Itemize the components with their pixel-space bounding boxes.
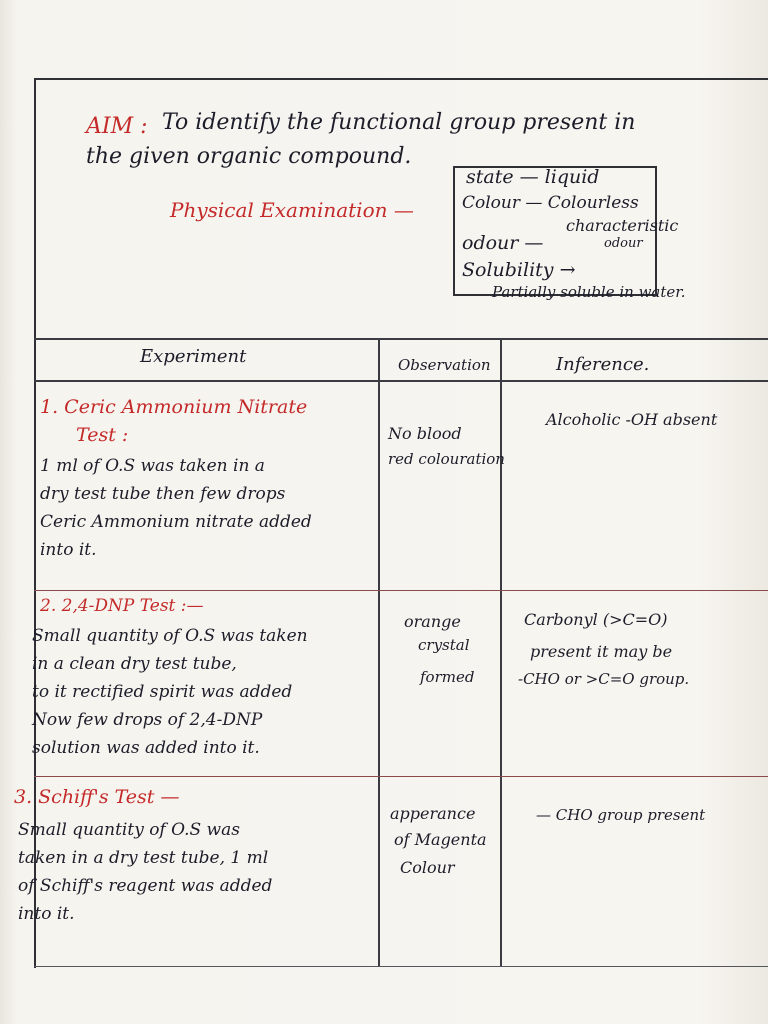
table-column-divider-2: [500, 338, 502, 966]
physical-odour-value-1: characteristic: [566, 216, 679, 235]
row1-line-4: into it.: [40, 540, 97, 560]
row1-line-1: 1 ml of O.S was taken in a: [40, 456, 265, 476]
row2-line-5: solution was added into it.: [32, 738, 260, 758]
row3-line-1: Small quantity of O.S was: [18, 820, 240, 840]
physical-solubility: Solubility →: [462, 259, 576, 281]
row2-observation-1: orange: [404, 612, 461, 631]
page-border-top: [34, 78, 768, 80]
row2-line-4: Now few drops of 2,4-DNP: [32, 710, 263, 730]
row1-inference-1: Alcoholic -OH absent: [546, 410, 718, 429]
row2-inference-3: -CHO or >C=O group.: [518, 670, 690, 688]
aim-line-1: To identify the functional group present in: [162, 110, 636, 135]
physical-colour: Colour — Colourless: [462, 193, 639, 213]
row1-title-1: 1. Ceric Ammonium Nitrate: [40, 396, 308, 418]
table-row-divider-2: [34, 776, 768, 777]
row2-line-1: Small quantity of O.S was taken: [32, 626, 308, 646]
header-observation: Observation: [398, 356, 491, 374]
row3-line-2: taken in a dry test tube, 1 ml: [18, 848, 269, 868]
table-row-divider-1: [34, 590, 768, 591]
aim-line-2: the given organic compound.: [86, 144, 412, 169]
physical-state: state — liquid: [466, 166, 600, 188]
header-inference: Inference.: [556, 354, 650, 375]
row1-observation-2: red colouration: [388, 450, 505, 468]
row3-observation-2: of Magenta: [394, 830, 487, 849]
table-top-line: [34, 338, 768, 340]
table-header-line: [34, 380, 768, 382]
row1-line-2: dry test tube then few drops: [40, 484, 286, 504]
physical-solubility-value: Partially soluble in water.: [492, 283, 686, 301]
header-experiment: Experiment: [140, 346, 247, 367]
table-column-divider-1: [378, 338, 380, 966]
physical-exam-title: Physical Examination —: [170, 198, 414, 222]
row3-inference-1: — CHO group present: [536, 806, 706, 824]
row1-title-2: Test :: [76, 424, 129, 446]
row2-observation-2: crystal: [418, 636, 470, 654]
row1-line-3: Ceric Ammonium nitrate added: [40, 512, 312, 532]
physical-odour-label: odour —: [462, 232, 544, 254]
row3-observation-1: apperance: [390, 804, 476, 823]
row2-inference-2: present it may be: [530, 642, 673, 661]
physical-odour-value-2: odour: [604, 236, 643, 251]
row2-line-2: in a clean dry test tube,: [32, 654, 237, 674]
row3-observation-3: Colour: [400, 858, 455, 877]
row2-title: 2. 2,4-DNP Test :—: [40, 596, 204, 616]
row2-inference-1: Carbonyl (>C=O): [524, 610, 668, 629]
row1-observation-1: No blood: [388, 424, 462, 443]
row2-observation-3: formed: [420, 668, 475, 686]
row3-line-3: of Schiff's reagent was added: [18, 876, 273, 896]
row2-line-3: to it rectified spirit was added: [32, 682, 293, 702]
row3-title: 3. Schiff's Test —: [14, 786, 180, 808]
page-border-bottom: [34, 966, 768, 967]
aim-label: AIM :: [86, 114, 148, 139]
row3-line-4: into it.: [18, 904, 75, 924]
